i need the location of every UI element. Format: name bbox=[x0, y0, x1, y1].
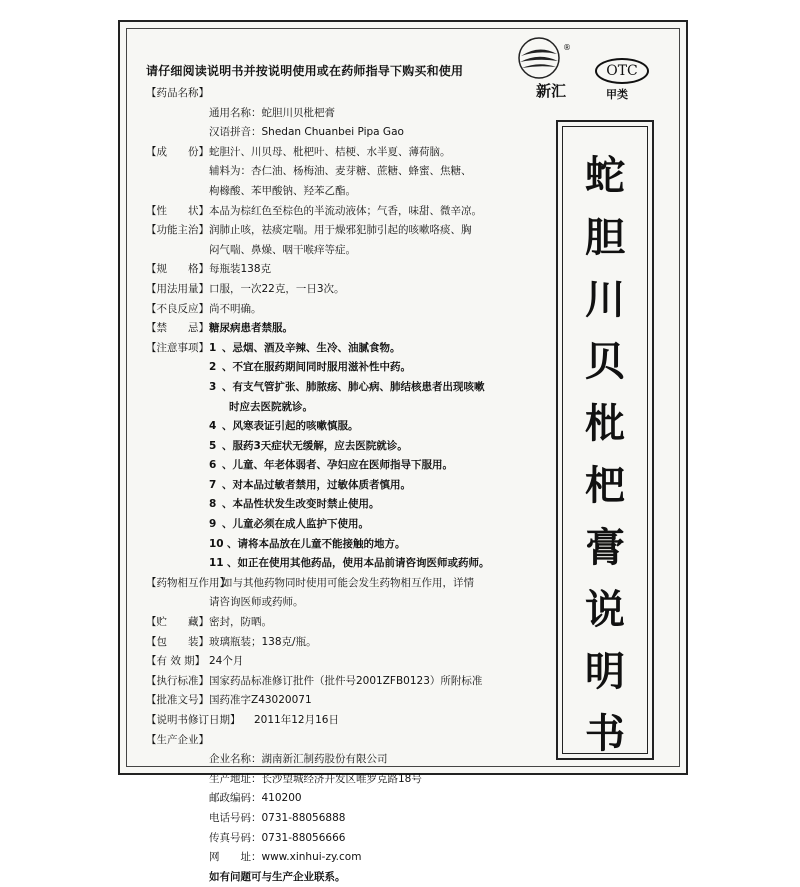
precaution-item bbox=[209, 495, 548, 515]
product-title-box bbox=[556, 120, 654, 760]
precaution-item bbox=[209, 456, 548, 476]
precaution-num: 11 bbox=[209, 557, 224, 570]
contraindications-row bbox=[146, 319, 548, 339]
precaution-num: 4 bbox=[209, 420, 217, 433]
fax-value: 0731-88056666 bbox=[261, 831, 346, 844]
precaution-item bbox=[209, 378, 548, 398]
title-char: 膏 bbox=[585, 524, 625, 571]
adverse-row bbox=[146, 300, 548, 320]
indications-value: 润肺止咳，祛痰定喘。用于燥邪犯肺引起的咳嗽咯痰、胸 bbox=[209, 224, 472, 237]
character-row bbox=[146, 202, 548, 222]
phone-value: 0731-88056888 bbox=[261, 811, 346, 824]
revision-label: 【说明书修订日期】 bbox=[146, 714, 241, 726]
zip-label: 邮政编码： bbox=[209, 792, 262, 805]
generic-name-value: 蛇胆川贝枇杷膏 bbox=[261, 106, 335, 119]
otc-badge: OTC bbox=[595, 58, 649, 84]
adverse-label: 【不良反应】 bbox=[146, 302, 209, 315]
ingredients-row bbox=[146, 143, 548, 163]
spec-row bbox=[146, 260, 548, 280]
storage-value: 密封，防晒。 bbox=[209, 616, 272, 629]
package-value: 玻璃瓶装；138克/瓶。 bbox=[209, 635, 317, 648]
approval-row bbox=[146, 691, 548, 711]
website-row bbox=[146, 848, 548, 868]
standard-row bbox=[146, 672, 548, 692]
company-name-label: 企业名称： bbox=[209, 753, 262, 766]
generic-name-label: 通用名称： bbox=[209, 106, 262, 119]
storage-row bbox=[146, 613, 548, 633]
title-char: 枇 bbox=[585, 400, 625, 447]
precautions-list bbox=[209, 339, 548, 574]
character-value: 本品为棕红色至棕色的半流动液体；气香，味甜、微辛凉。 bbox=[209, 204, 482, 217]
title-char: 蛇 bbox=[585, 152, 625, 199]
contact-footer: 如有问题可与生产企业联系。 bbox=[209, 870, 346, 883]
indications-label: 【功能主治】 bbox=[146, 224, 209, 237]
validity-row bbox=[146, 652, 548, 672]
character-label: 【性 状】 bbox=[146, 204, 209, 217]
precaution-num: 8 bbox=[209, 498, 217, 511]
precaution-text: 、儿童、年老体弱者、孕妇应在医师指导下服用。 bbox=[222, 459, 453, 472]
excipients-line: 枸橼酸、苯甲酸钠、羟苯乙酯。 bbox=[209, 184, 356, 197]
standard-value: 国家药品标准修订批件（批件号2001ZFB0123）所附标准 bbox=[209, 674, 483, 687]
company-name-row bbox=[146, 750, 548, 770]
company-name-value: 湖南新汇制药股份有限公司 bbox=[261, 753, 388, 766]
precaution-num: 3 bbox=[209, 380, 217, 393]
title-char: 明 bbox=[585, 648, 625, 695]
package-row bbox=[146, 633, 548, 653]
package-label: 【包 装】 bbox=[146, 635, 209, 648]
indications-row bbox=[146, 221, 548, 241]
zip-value: 410200 bbox=[261, 792, 302, 805]
address-label: 生产地址： bbox=[209, 772, 262, 785]
standard-label: 【执行标准】 bbox=[146, 674, 209, 687]
address-value: 长沙望城经济开发区唯罗克路18号 bbox=[261, 772, 422, 785]
website-value: www.xinhui-zy.com bbox=[261, 851, 362, 864]
manufacturer-label: 【生产企业】 bbox=[146, 733, 209, 746]
interactions-row bbox=[146, 574, 548, 594]
validity-label: 【有 效 期】 bbox=[146, 655, 206, 668]
precaution-text: 、有支气管扩张、肺脓疡、肺心病、肺结核患者出现咳嗽 bbox=[222, 380, 485, 393]
address-row bbox=[146, 770, 548, 790]
otc-class: 甲类 bbox=[606, 88, 628, 101]
title-char: 川 bbox=[585, 276, 625, 323]
precaution-text: 、风寒表证引起的咳嗽慎服。 bbox=[222, 420, 359, 433]
precaution-item bbox=[209, 339, 548, 359]
precaution-text: 、如正在使用其他药品，使用本品前请咨询医师或药师。 bbox=[227, 557, 490, 570]
precaution-text: 、本品性状发生改变时禁止使用。 bbox=[222, 498, 380, 511]
precaution-num: 5 bbox=[209, 439, 217, 452]
ingredients-label: 【成 份】 bbox=[146, 145, 209, 158]
precaution-item bbox=[209, 515, 548, 535]
precaution-item bbox=[209, 358, 548, 378]
interactions-label: 【药物相互作用】 bbox=[146, 576, 230, 589]
precautions-row bbox=[146, 339, 548, 574]
precaution-item bbox=[209, 417, 548, 437]
precaution-text: 、忌烟、酒及辛辣、生冷、油腻食物。 bbox=[222, 341, 401, 354]
usage-notice: 请仔细阅读说明书并按说明使用或在药师指导下购买和使用 bbox=[146, 64, 464, 78]
validity-value: 24个月 bbox=[209, 655, 244, 668]
pinyin-row bbox=[146, 123, 548, 143]
pinyin-label: 汉语拼音： bbox=[209, 126, 262, 139]
phone-label: 电话号码： bbox=[209, 811, 262, 824]
precaution-item bbox=[209, 554, 548, 574]
precaution-text: 、请将本品放在儿童不能接触的地方。 bbox=[227, 537, 406, 550]
spec-value: 每瓶装138克 bbox=[209, 263, 272, 276]
precaution-text: 、服药3天症状无缓解，应去医院就诊。 bbox=[222, 439, 408, 452]
approval-value: 国药准字Z43020071 bbox=[209, 694, 312, 707]
drug-name-label: 【药品名称】 bbox=[146, 87, 209, 99]
storage-label: 【贮 藏】 bbox=[146, 616, 209, 629]
revision-value: 2011年12月16日 bbox=[254, 714, 339, 726]
precaution-item bbox=[209, 476, 548, 496]
adverse-value: 尚不明确。 bbox=[209, 302, 262, 315]
registered-mark: ® bbox=[563, 43, 571, 52]
revision-row bbox=[146, 711, 548, 731]
precaution-text: 、不宜在服药期间同时服用滋补性中药。 bbox=[222, 361, 411, 374]
fax-row bbox=[146, 829, 548, 849]
precaution-text: 、儿童必须在成人监护下使用。 bbox=[222, 518, 369, 531]
precaution-num: 6 bbox=[209, 459, 217, 472]
approval-label: 【批准文号】 bbox=[146, 694, 209, 707]
leaflet-content bbox=[146, 84, 548, 887]
title-char: 书 bbox=[585, 710, 625, 757]
precaution-num: 10 bbox=[209, 537, 224, 550]
generic-name-row bbox=[146, 104, 548, 124]
contraindications-value: 糖尿病患者禁服。 bbox=[209, 322, 293, 335]
precaution-num: 9 bbox=[209, 518, 217, 531]
interactions-line: 请咨询医师或药师。 bbox=[209, 596, 304, 609]
usage-value: 口服，一次22克，一日3次。 bbox=[209, 282, 345, 295]
precaution-text-cont: 时应去医院就诊。 bbox=[229, 400, 313, 413]
precaution-num: 2 bbox=[209, 361, 217, 374]
brand-name: 新汇 bbox=[536, 82, 567, 100]
phone-row bbox=[146, 809, 548, 829]
precautions-label: 【注意事项】 bbox=[146, 341, 209, 354]
usage-label: 【用法用量】 bbox=[146, 282, 209, 295]
fax-label: 传真号码： bbox=[209, 831, 262, 844]
title-char: 杷 bbox=[585, 462, 625, 509]
interactions-value: 如与其他药物同时使用可能会发生药物相互作用，详情 bbox=[222, 576, 474, 589]
website-label: 网 址： bbox=[209, 851, 262, 864]
usage-row bbox=[146, 280, 548, 300]
contraindications-label: 【禁 忌】 bbox=[146, 322, 209, 335]
precaution-item bbox=[209, 437, 548, 457]
drug-name-row bbox=[146, 84, 548, 104]
precaution-text: 、对本品过敏者禁用，过敏体质者慎用。 bbox=[222, 478, 411, 491]
excipients-line: 辅料为：杏仁油、杨梅油、麦芽糖、蔗糖、蜂蜜、焦糖、 bbox=[209, 165, 472, 178]
title-char: 说 bbox=[585, 586, 625, 633]
zip-row bbox=[146, 789, 548, 809]
title-char: 贝 bbox=[585, 338, 625, 385]
precaution-num: 7 bbox=[209, 478, 217, 491]
precaution-num: 1 bbox=[209, 341, 217, 354]
spec-label: 【规 格】 bbox=[146, 263, 209, 276]
indications-line: 闷气喘、鼻燥、咽干喉痒等症。 bbox=[209, 243, 356, 256]
manufacturer-row bbox=[146, 731, 548, 751]
precaution-item bbox=[209, 535, 548, 555]
pinyin-value: Shedan Chuanbei Pipa Gao bbox=[261, 126, 404, 139]
ingredients-value: 蛇胆汁、川贝母、枇杷叶、桔梗、水半夏、薄荷脑。 bbox=[209, 145, 451, 158]
title-char: 胆 bbox=[585, 214, 625, 261]
